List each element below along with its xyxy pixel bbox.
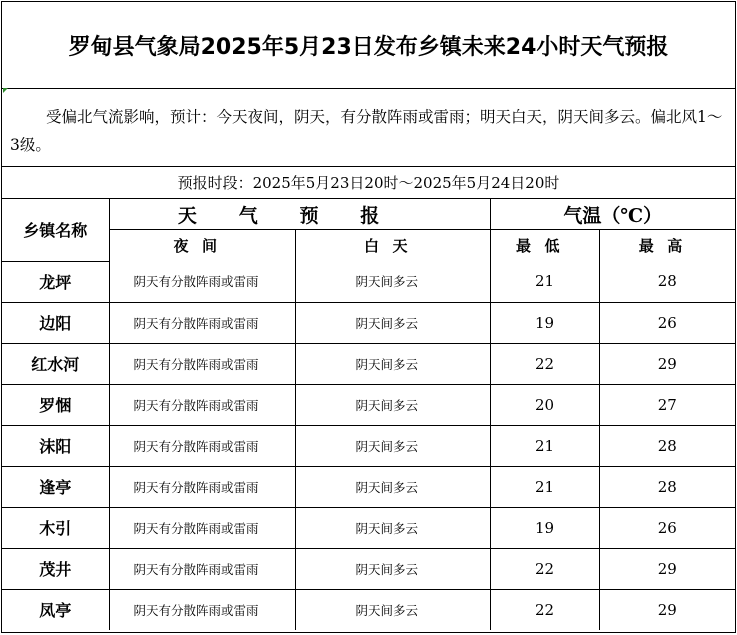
table-row	[2, 548, 735, 589]
night-weather: 阴天有分散阵雨或雷雨	[109, 261, 295, 302]
low-temp: 21	[490, 261, 599, 302]
high-temp: 29	[599, 589, 735, 630]
town-name: 沫阳	[2, 425, 109, 466]
night-weather: 阴天有分散阵雨或雷雨	[109, 302, 295, 343]
header-day: 白天	[295, 230, 490, 262]
low-temp: 22	[490, 589, 599, 630]
table-row	[2, 302, 735, 343]
header-night: 夜间	[109, 230, 295, 262]
day-weather: 阴天间多云	[295, 507, 490, 548]
day-weather: 阴天间多云	[295, 466, 490, 507]
low-temp: 19	[490, 507, 599, 548]
day-weather: 阴天间多云	[295, 425, 490, 466]
table-row	[2, 589, 735, 630]
high-temp: 29	[599, 343, 735, 384]
low-temp: 19	[490, 302, 599, 343]
town-name: 木引	[2, 507, 109, 548]
night-weather: 阴天有分散阵雨或雷雨	[109, 548, 295, 589]
town-name: 逢亭	[2, 466, 109, 507]
night-weather: 阴天有分散阵雨或雷雨	[109, 466, 295, 507]
header-town: 乡镇名称	[2, 199, 109, 261]
forecast-sheet	[1, 1, 736, 633]
day-weather: 阴天间多云	[295, 343, 490, 384]
night-weather: 阴天有分散阵雨或雷雨	[109, 384, 295, 425]
high-temp: 29	[599, 548, 735, 589]
table-row	[2, 343, 735, 384]
day-weather: 阴天间多云	[295, 548, 490, 589]
low-temp: 20	[490, 384, 599, 425]
forecast-period: 预报时段：2025年5月23日20时～2025年5月24日20时	[2, 167, 735, 199]
high-temp: 26	[599, 302, 735, 343]
high-temp: 28	[599, 466, 735, 507]
header-temperature: 气温（℃）	[490, 199, 735, 230]
table-row	[2, 507, 735, 548]
high-temp: 27	[599, 384, 735, 425]
town-name: 红水河	[2, 343, 109, 384]
header-high: 最高	[599, 230, 735, 262]
town-name: 茂井	[2, 548, 109, 589]
town-name: 凤亭	[2, 589, 109, 630]
night-weather: 阴天有分散阵雨或雷雨	[109, 425, 295, 466]
town-name: 龙坪	[2, 261, 109, 302]
town-name: 罗悃	[2, 384, 109, 425]
page-title: 罗甸县气象局2025年5月23日发布乡镇未来24小时天气预报	[2, 2, 735, 89]
table-row	[2, 425, 735, 466]
day-weather: 阴天间多云	[295, 302, 490, 343]
high-temp: 28	[599, 425, 735, 466]
day-weather: 阴天间多云	[295, 261, 490, 302]
forecast-summary: 受偏北气流影响，预计：今天夜间，阴天，有分散阵雨或雷雨；明天白天，阴天间多云。偏北风1～3级。	[2, 89, 735, 167]
town-name: 边阳	[2, 302, 109, 343]
low-temp: 21	[490, 425, 599, 466]
night-weather: 阴天有分散阵雨或雷雨	[109, 589, 295, 630]
night-weather: 阴天有分散阵雨或雷雨	[109, 507, 295, 548]
table-row	[2, 384, 735, 425]
low-temp: 22	[490, 548, 599, 589]
table-row	[2, 261, 735, 302]
night-weather: 阴天有分散阵雨或雷雨	[109, 343, 295, 384]
low-temp: 21	[490, 466, 599, 507]
header-forecast: 天气预报	[109, 199, 490, 230]
day-weather: 阴天间多云	[295, 384, 490, 425]
day-weather: 阴天间多云	[295, 589, 490, 630]
header-low: 最低	[490, 230, 599, 262]
table-row	[2, 466, 735, 507]
cell-error-indicator	[3, 88, 8, 93]
high-temp: 28	[599, 261, 735, 302]
high-temp: 26	[599, 507, 735, 548]
forecast-table	[2, 199, 735, 630]
low-temp: 22	[490, 343, 599, 384]
